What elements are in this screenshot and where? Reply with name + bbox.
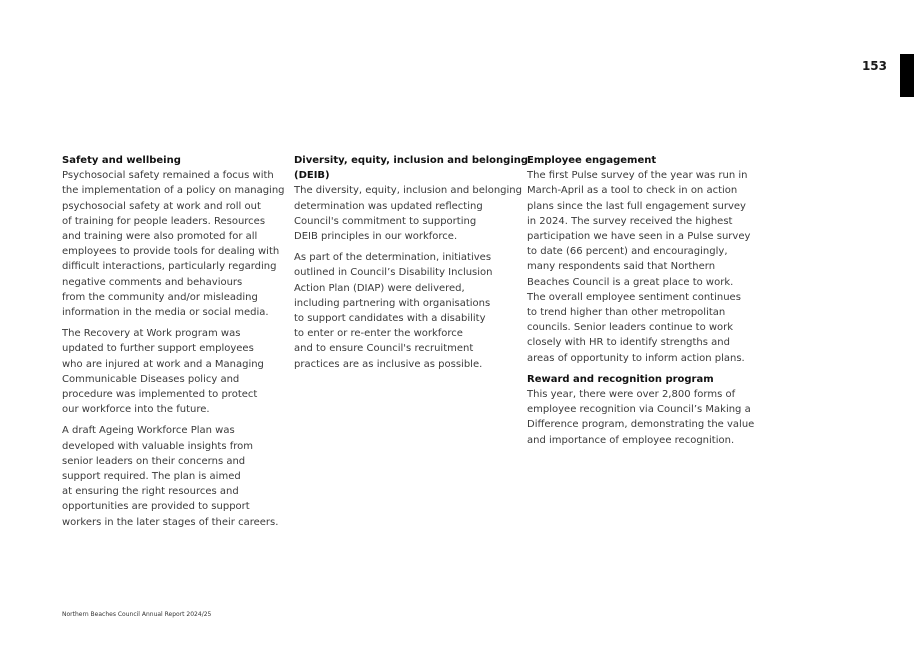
text-line: information in the media or social media.	[62, 307, 269, 319]
text-line: from the community and/or misleading	[62, 291, 258, 303]
section-heading	[527, 153, 742, 168]
paragraph	[62, 326, 277, 417]
text-line: to support candidates with a disability	[294, 313, 486, 325]
section-heading	[294, 153, 529, 183]
text-line: The first Pulse survey of the year was run in	[527, 170, 748, 182]
page-footer: Northern Beaches Council Annual Report 2024/25	[62, 611, 212, 618]
text-line: and training were also promoted for all	[62, 231, 258, 243]
section-reward-recognition	[527, 372, 755, 448]
text-line: psychosocial safety at work and roll out	[62, 200, 261, 212]
text-line: March-April as a tool to check in on action	[527, 185, 738, 197]
text-line: Beaches Council is a great place to work.	[527, 276, 734, 288]
page-number: 153	[861, 59, 887, 73]
text-line: many respondents said that Northern	[527, 261, 716, 273]
text-line: workers in the later stages of their careers.	[62, 516, 279, 528]
section-heading	[62, 153, 277, 168]
text-line: Psychosocial safety remained a focus with	[62, 170, 274, 182]
column-safety-wellbeing	[62, 153, 285, 536]
text-line: to trend higher than other metropolitan	[527, 307, 726, 319]
column-engagement	[527, 153, 755, 454]
text-line: in 2024. The survey received the highest	[527, 215, 733, 227]
text-line: This year, there were over 2,800 forms of	[527, 389, 736, 401]
column-deib	[294, 153, 529, 378]
paragraph	[527, 387, 755, 448]
text-line: areas of opportunity to inform action plans.	[527, 352, 745, 364]
paragraph	[62, 168, 285, 320]
text-line: plans since the last full engagement survey	[527, 200, 746, 212]
section-safety-wellbeing	[62, 153, 285, 530]
text-line: updated to further support employees	[62, 343, 254, 355]
text-line: The diversity, equity, inclusion and belonging	[294, 185, 522, 197]
heading-line: Diversity, equity, inclusion and belonging	[294, 155, 529, 166]
text-line: outlined in Council’s Disability Inclusion	[294, 267, 493, 279]
text-line: Council's commitment to supporting	[294, 215, 477, 227]
section-deib	[294, 153, 529, 372]
text-line: determination was updated reflecting	[294, 200, 483, 212]
text-line: The overall employee sentiment continues	[527, 291, 741, 303]
text-line: closely with HR to identify strengths and	[527, 337, 730, 349]
text-line: at ensuring the right resources and	[62, 486, 239, 498]
text-line: participation we have seen in a Pulse survey	[527, 231, 751, 243]
text-line: employees to provide tools for dealing with	[62, 246, 280, 258]
text-line: including partnering with organisations	[294, 297, 491, 309]
text-line: and to ensure Council's recruitment	[294, 343, 474, 355]
text-line: Difference program, demonstrating the value	[527, 419, 755, 431]
paragraph	[294, 183, 522, 244]
text-line: developed with valuable insights from	[62, 440, 254, 452]
text-line: of training for people leaders. Resources	[62, 215, 266, 227]
text-line: As part of the determination, initiatives	[294, 252, 492, 264]
text-line: our workforce into the future.	[62, 404, 210, 416]
page-tab-marker	[900, 54, 914, 97]
heading-line: Employee engagement	[527, 155, 657, 166]
text-line: employee recognition via Council’s Making a	[527, 404, 751, 416]
text-line: opportunities are provided to support	[62, 501, 250, 513]
text-line: practices are as inclusive as possible.	[294, 358, 483, 370]
paragraph	[527, 168, 751, 366]
text-line: The Recovery at Work program was	[62, 328, 241, 340]
text-line: to date (66 percent) and encouragingly,	[527, 246, 728, 258]
paragraph	[294, 250, 509, 372]
text-line: procedure was implemented to protect	[62, 389, 258, 401]
text-line: to enter or re-enter the workforce	[294, 328, 463, 340]
text-line: negative comments and behaviours	[62, 276, 243, 288]
text-line: the implementation of a policy on managing	[62, 185, 285, 197]
paragraph	[62, 423, 277, 529]
text-line: councils. Senior leaders continue to work	[527, 322, 734, 334]
text-line: Communicable Diseases policy and	[62, 373, 240, 385]
text-line: A draft Ageing Workforce Plan was	[62, 425, 235, 437]
section-heading	[527, 372, 742, 387]
text-line: Action Plan (DIAP) were delivered,	[294, 282, 465, 294]
heading-line: Safety and wellbeing	[62, 155, 181, 166]
heading-line: Reward and recognition program	[527, 373, 714, 385]
section-employee-engagement	[527, 153, 751, 366]
text-line: difficult interactions, particularly regarding	[62, 261, 277, 273]
heading-line: (DEIB)	[294, 170, 330, 182]
text-line: senior leaders on their concerns and	[62, 455, 246, 467]
text-line: DEIB principles in our workforce.	[294, 231, 458, 243]
text-line: who are injured at work and a Managing	[62, 358, 264, 370]
text-line: support required. The plan is aimed	[62, 471, 241, 483]
text-line: and importance of employee recognition.	[527, 434, 735, 446]
